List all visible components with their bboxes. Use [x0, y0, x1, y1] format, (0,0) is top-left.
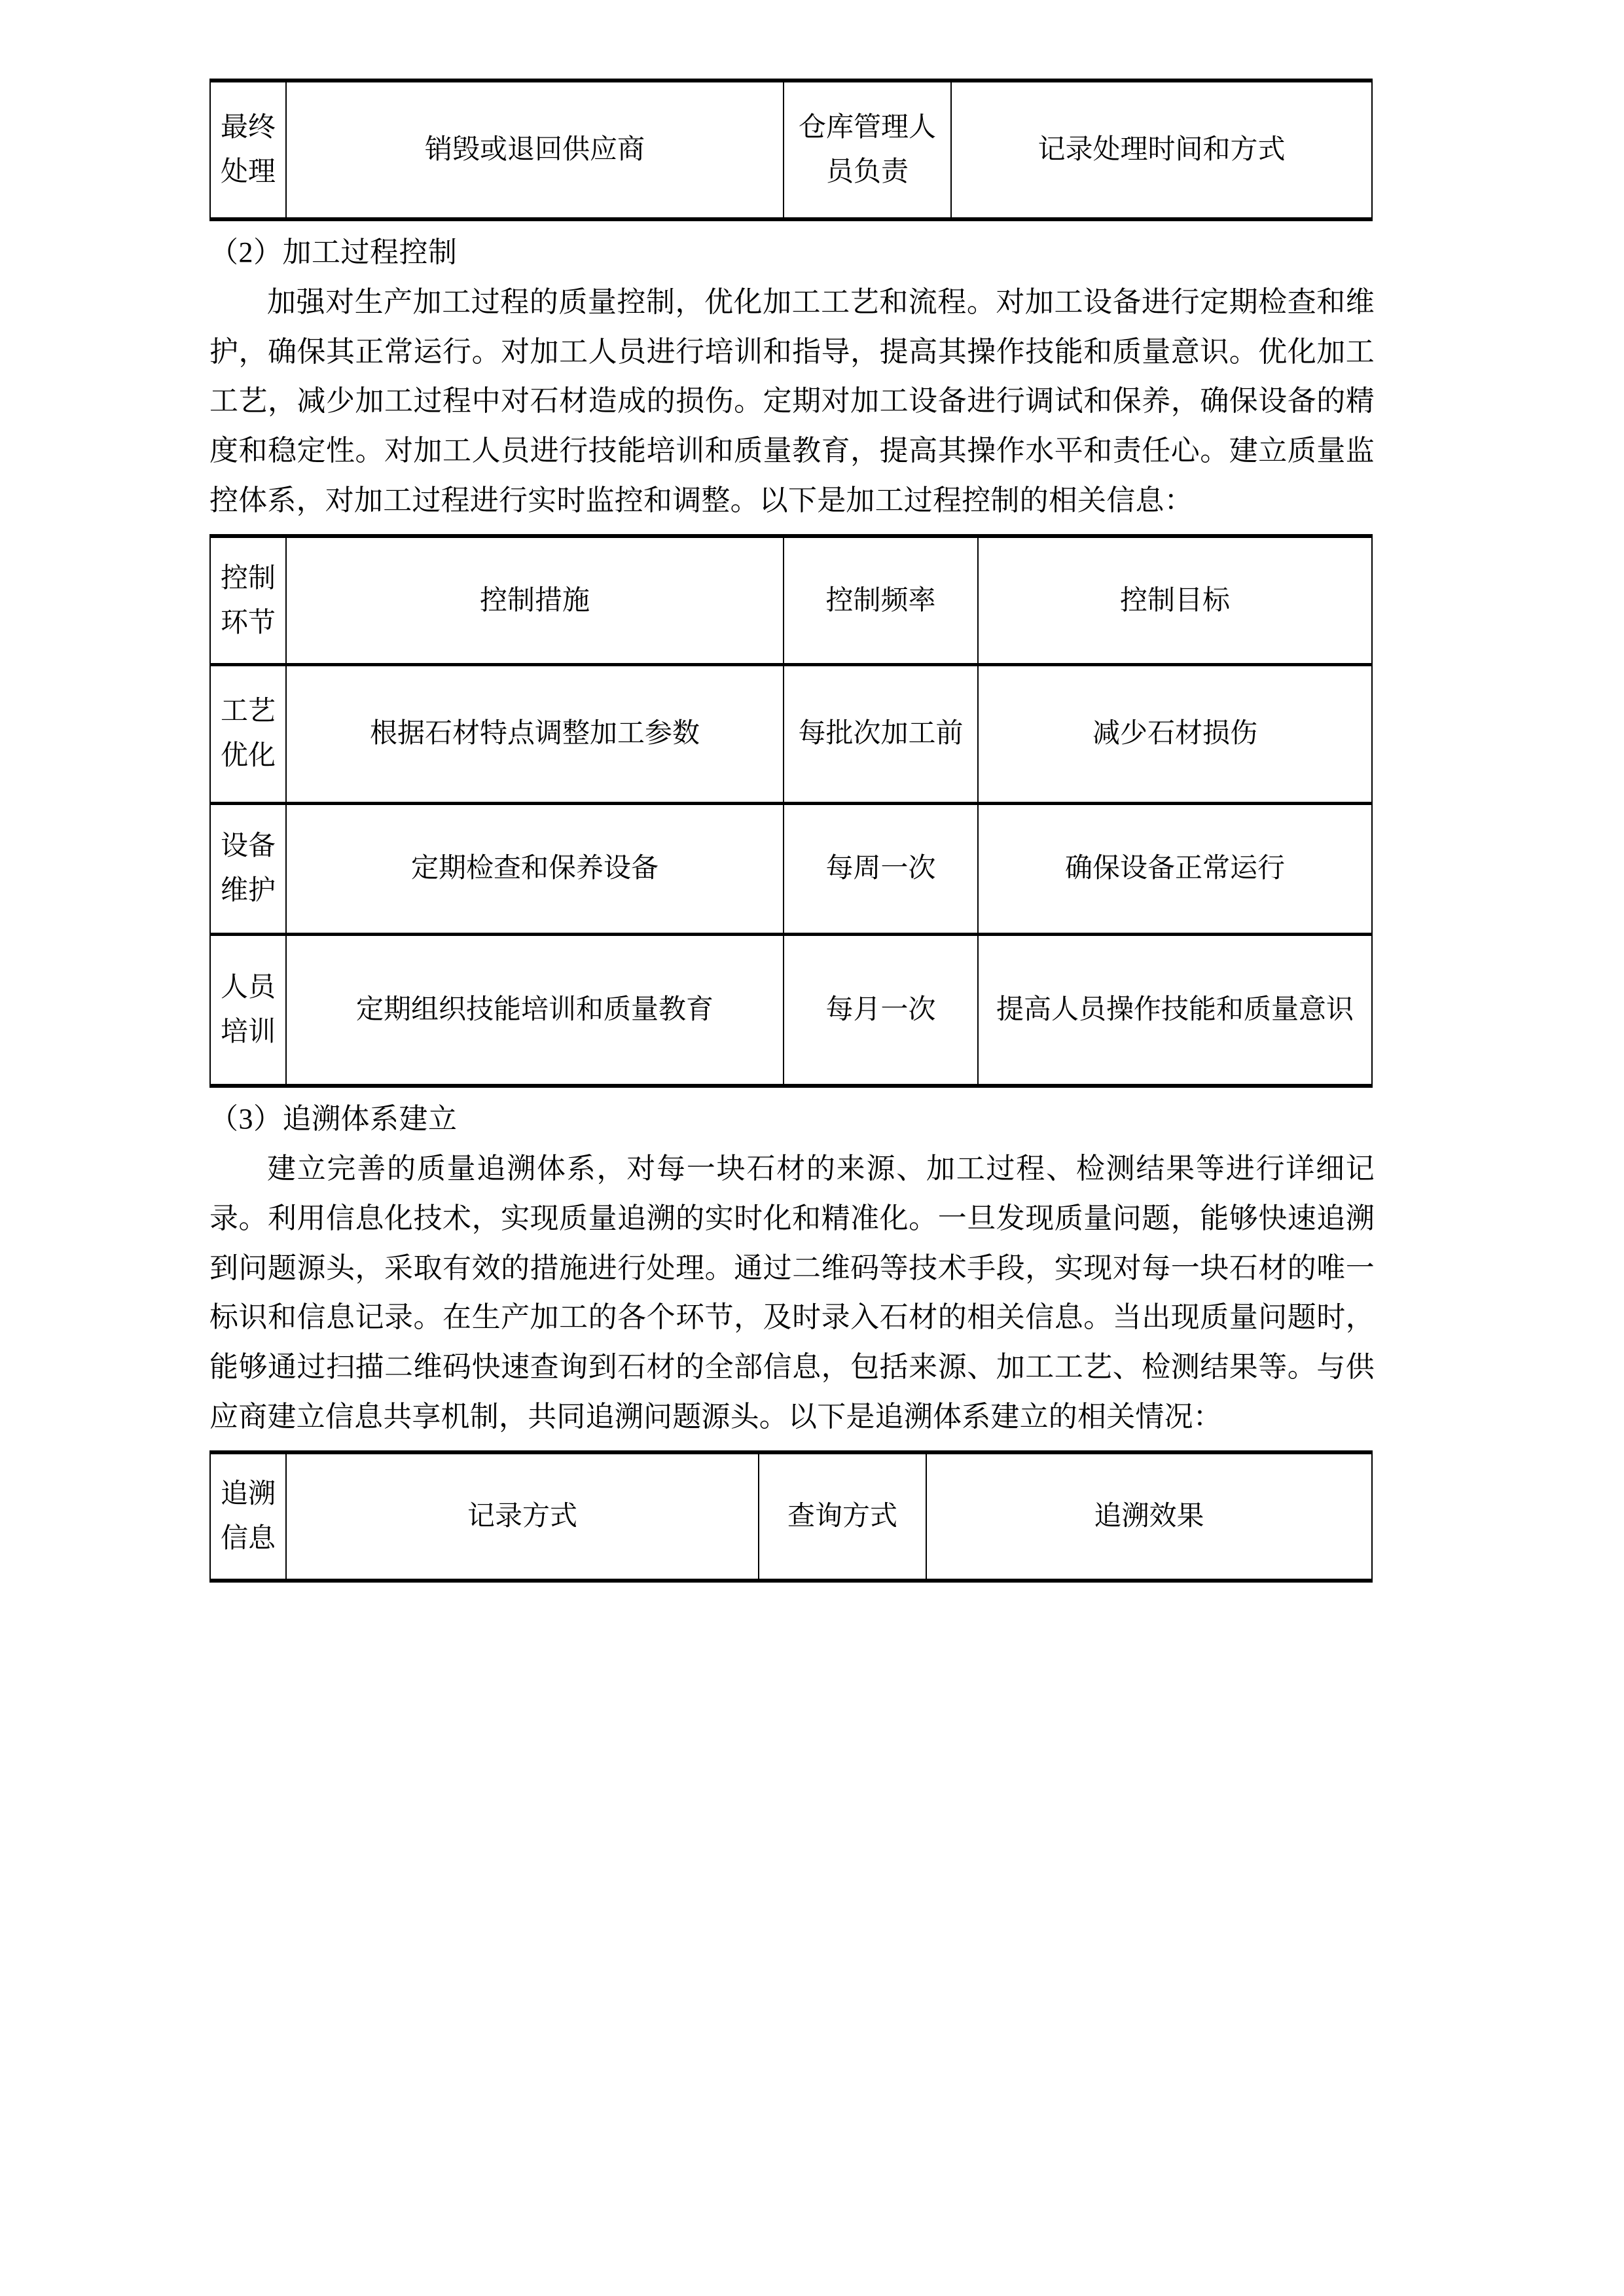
- cell-control-frequency: 每月一次: [784, 934, 978, 1086]
- cell-measure: 销毁或退回供应商: [286, 81, 784, 219]
- cell-control-measure: 根据石材特点调整加工参数: [286, 664, 784, 803]
- table-header-row: [210, 536, 1372, 664]
- cell-control-link: 最终处理: [210, 81, 286, 219]
- cell-control-measure: 定期检查和保养设备: [286, 803, 784, 934]
- header-control-frequency: 控制频率: [784, 536, 978, 664]
- cell-control-frequency: 每批次加工前: [784, 664, 978, 803]
- section-3-paragraph: 建立完善的质量追溯体系，对每一块石材的来源、加工过程、检测结果等进行详细记录。利用信息化技术，实现质量追溯的实时化和精准化。一旦发现质量问题，能够快速追溯到问题源头，采取有效的措施进行处理。通过二维码等技术手段，实现对每一块石材的唯一标识和信息记录。在生产加工的各个环节，及时录入石材的相关信息。当出现质量问题时，能够通过扫描二维码快速查询到石材的全部信息，包括来源、加工工艺、检测结果等。与供应商建立信息共享机制，共同追溯问题源头。以下是追溯体系建立的相关情况：: [209, 1153, 1375, 1433]
- header-trace-info: 追溯信息: [210, 1452, 286, 1581]
- header-record-method: 记录方式: [286, 1452, 759, 1581]
- cell-responsible: 仓库管理人员负责: [784, 81, 951, 219]
- table-row: [210, 664, 1372, 803]
- table-disposal: [209, 79, 1373, 221]
- header-query-method: 查询方式: [759, 1452, 926, 1581]
- cell-control-target: 减少石材损伤: [978, 664, 1372, 803]
- table-traceability: [209, 1450, 1373, 1583]
- page-content: [209, 79, 1375, 1583]
- section-3-heading: （3）追溯体系建立: [209, 1103, 458, 1136]
- section-2-heading: （2）加工过程控制: [209, 236, 458, 268]
- cell-control-target: 确保设备正常运行: [978, 803, 1372, 934]
- header-trace-effect: 追溯效果: [926, 1452, 1372, 1581]
- cell-control-target: 提高人员操作技能和质量意识: [978, 934, 1372, 1086]
- table-row: [210, 803, 1372, 934]
- cell-control-link: 人员培训: [210, 934, 286, 1086]
- header-control-measure: 控制措施: [286, 536, 784, 664]
- cell-control-frequency: 每周一次: [784, 803, 978, 934]
- section-2-paragraph: 加强对生产加工过程的质量控制，优化加工工艺和流程。对加工设备进行定期检查和维护，确保其正常运行。对加工人员进行培训和指导，提高其操作技能和质量意识。优化加工工艺，减少加工过程中对石材造成的损伤。定期对加工设备进行调试和保养，确保设备的精度和稳定性。对加工人员进行技能培训和质量教育，提高其操作水平和责任心。建立质量监控体系，对加工过程进行实时监控和调整。以下是加工过程控制的相关信息：: [209, 286, 1375, 516]
- table-header-row: [210, 1452, 1372, 1581]
- cell-control-link: 设备维护: [210, 803, 286, 934]
- table-row: [210, 81, 1372, 219]
- header-control-link: 控制环节: [210, 536, 286, 664]
- cell-record: 记录处理时间和方式: [951, 81, 1372, 219]
- cell-control-link: 工艺优化: [210, 664, 286, 803]
- table-process-control: [209, 534, 1373, 1088]
- cell-control-measure: 定期组织技能培训和质量教育: [286, 934, 784, 1086]
- table-row: [210, 934, 1372, 1086]
- header-control-target: 控制目标: [978, 536, 1372, 664]
